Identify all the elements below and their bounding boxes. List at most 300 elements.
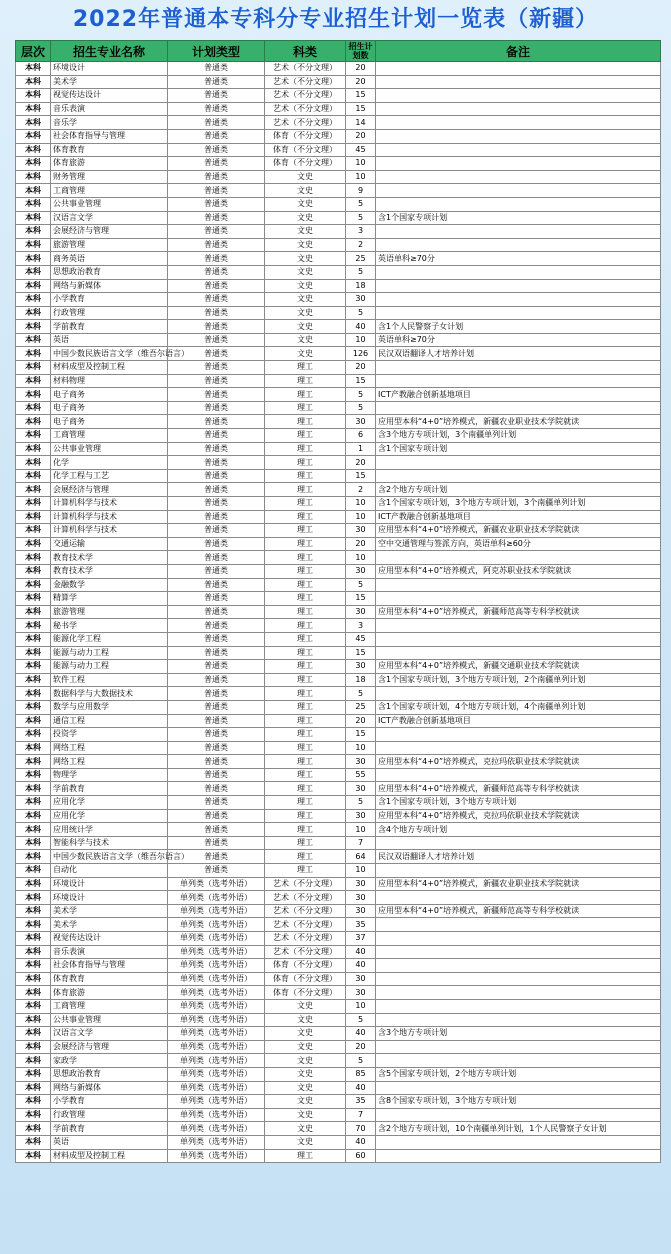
- remarks-cell: 含1个国家专项计划: [376, 442, 661, 456]
- major-cell: 交通运输: [51, 537, 168, 551]
- level-cell: 本科: [16, 388, 51, 402]
- table-row: [16, 959, 661, 973]
- remarks-cell: [376, 1054, 661, 1068]
- table-row: [16, 891, 661, 905]
- plan-type-cell: 普通类: [168, 768, 265, 782]
- subject-cell: 艺术（不分文理）: [265, 904, 346, 918]
- major-cell: 公共事业管理: [51, 197, 168, 211]
- level-cell: 本科: [16, 170, 51, 184]
- plan-type-cell: 普通类: [168, 687, 265, 701]
- subject-cell: 文史: [265, 1027, 346, 1041]
- major-cell: 计算机科学与技术: [51, 510, 168, 524]
- plan-count-cell: 20: [346, 537, 376, 551]
- subject-cell: 体育（不分文理）: [265, 986, 346, 1000]
- remarks-cell: [376, 456, 661, 470]
- header-plan-type: 计划类型: [168, 41, 265, 62]
- plan-count-cell: 5: [346, 578, 376, 592]
- subject-cell: 艺术（不分文理）: [265, 102, 346, 116]
- major-cell: 学前教育: [51, 320, 168, 334]
- level-cell: 本科: [16, 510, 51, 524]
- remarks-cell: 英语单科≥70分: [376, 252, 661, 266]
- plan-type-cell: 普通类: [168, 564, 265, 578]
- table-row: [16, 741, 661, 755]
- table-body: [16, 62, 661, 1163]
- plan-type-cell: 普通类: [168, 211, 265, 225]
- plan-type-cell: 普通类: [168, 619, 265, 633]
- remarks-cell: [376, 646, 661, 660]
- plan-type-cell: 普通类: [168, 225, 265, 239]
- plan-type-cell: 普通类: [168, 429, 265, 443]
- plan-type-cell: 普通类: [168, 265, 265, 279]
- major-cell: 美术学: [51, 904, 168, 918]
- subject-cell: 艺术（不分文理）: [265, 116, 346, 130]
- plan-type-cell: 单列类（选考外语）: [168, 877, 265, 891]
- table-row: [16, 632, 661, 646]
- level-cell: 本科: [16, 1149, 51, 1163]
- table-row: [16, 497, 661, 511]
- subject-cell: 理工: [265, 361, 346, 375]
- major-cell: 公共事业管理: [51, 442, 168, 456]
- level-cell: 本科: [16, 211, 51, 225]
- plan-type-cell: 普通类: [168, 442, 265, 456]
- remarks-cell: [376, 1013, 661, 1027]
- plan-count-cell: 10: [346, 157, 376, 171]
- level-cell: 本科: [16, 129, 51, 143]
- level-cell: 本科: [16, 361, 51, 375]
- plan-type-cell: 普通类: [168, 592, 265, 606]
- remarks-cell: 应用型本科“4+0”培养模式，新疆农业职业技术学院就读: [376, 415, 661, 429]
- subject-cell: 理工: [265, 700, 346, 714]
- table-row: [16, 999, 661, 1013]
- remarks-cell: [376, 1149, 661, 1163]
- plan-count-cell: 40: [346, 1081, 376, 1095]
- plan-count-cell: 20: [346, 456, 376, 470]
- plan-type-cell: 普通类: [168, 456, 265, 470]
- major-cell: 会展经济与管理: [51, 1040, 168, 1054]
- remarks-cell: [376, 306, 661, 320]
- subject-cell: 理工: [265, 850, 346, 864]
- level-cell: 本科: [16, 959, 51, 973]
- subject-cell: 文史: [265, 252, 346, 266]
- level-cell: 本科: [16, 809, 51, 823]
- major-cell: 会展经济与管理: [51, 483, 168, 497]
- plan-count-cell: 30: [346, 293, 376, 307]
- table-row: [16, 333, 661, 347]
- table-row: [16, 102, 661, 116]
- table-row: [16, 320, 661, 334]
- table-row: [16, 211, 661, 225]
- plan-type-cell: 普通类: [168, 836, 265, 850]
- subject-cell: 体育（不分文理）: [265, 959, 346, 973]
- plan-type-cell: 普通类: [168, 75, 265, 89]
- plan-type-cell: 普通类: [168, 197, 265, 211]
- table-row: [16, 483, 661, 497]
- level-cell: 本科: [16, 537, 51, 551]
- level-cell: 本科: [16, 1122, 51, 1136]
- major-cell: 会展经济与管理: [51, 225, 168, 239]
- major-cell: 教育技术学: [51, 564, 168, 578]
- major-cell: 公共事业管理: [51, 1013, 168, 1027]
- plan-count-cell: 30: [346, 904, 376, 918]
- subject-cell: 文史: [265, 225, 346, 239]
- remarks-cell: [376, 578, 661, 592]
- major-cell: 小学教育: [51, 1095, 168, 1109]
- plan-count-cell: 20: [346, 129, 376, 143]
- level-cell: 本科: [16, 632, 51, 646]
- plan-count-cell: 7: [346, 1108, 376, 1122]
- table-row: [16, 1054, 661, 1068]
- table-row: [16, 293, 661, 307]
- plan-type-cell: 单列类（选考外语）: [168, 1081, 265, 1095]
- subject-cell: 文史: [265, 197, 346, 211]
- remarks-cell: 应用型本科“4+0”培养模式，新疆师范高等专科学校就读: [376, 782, 661, 796]
- remarks-cell: [376, 170, 661, 184]
- table-row: [16, 564, 661, 578]
- plan-type-cell: 普通类: [168, 238, 265, 252]
- table-row: [16, 1027, 661, 1041]
- level-cell: 本科: [16, 999, 51, 1013]
- major-cell: 自动化: [51, 864, 168, 878]
- major-cell: 电子商务: [51, 415, 168, 429]
- plan-type-cell: 普通类: [168, 646, 265, 660]
- table-row: [16, 1040, 661, 1054]
- plan-type-cell: 单列类（选考外语）: [168, 891, 265, 905]
- subject-cell: 理工: [265, 864, 346, 878]
- subject-cell: 艺术（不分文理）: [265, 89, 346, 103]
- plan-type-cell: 普通类: [168, 864, 265, 878]
- level-cell: 本科: [16, 619, 51, 633]
- major-cell: 计算机科学与技术: [51, 524, 168, 538]
- major-cell: 数据科学与大数据技术: [51, 687, 168, 701]
- table-row: [16, 129, 661, 143]
- plan-count-cell: 5: [346, 1054, 376, 1068]
- table-row: [16, 592, 661, 606]
- remarks-cell: [376, 836, 661, 850]
- remarks-cell: ICT产教融合创新基地项目: [376, 510, 661, 524]
- subject-cell: 艺术（不分文理）: [265, 75, 346, 89]
- level-cell: 本科: [16, 578, 51, 592]
- table-row: [16, 442, 661, 456]
- level-cell: 本科: [16, 401, 51, 415]
- subject-cell: 文史: [265, 320, 346, 334]
- plan-count-cell: 35: [346, 1095, 376, 1109]
- table-row: [16, 361, 661, 375]
- remarks-cell: [376, 1081, 661, 1095]
- major-cell: 体育旅游: [51, 157, 168, 171]
- remarks-cell: [376, 891, 661, 905]
- plan-type-cell: 普通类: [168, 143, 265, 157]
- table-row: [16, 700, 661, 714]
- plan-count-cell: 40: [346, 320, 376, 334]
- plan-type-cell: 普通类: [168, 157, 265, 171]
- level-cell: 本科: [16, 1081, 51, 1095]
- plan-count-cell: 15: [346, 592, 376, 606]
- subject-cell: 文史: [265, 1095, 346, 1109]
- plan-type-cell: 普通类: [168, 89, 265, 103]
- subject-cell: 文史: [265, 347, 346, 361]
- subject-cell: 文史: [265, 1081, 346, 1095]
- remarks-cell: [376, 116, 661, 130]
- plan-count-cell: 30: [346, 972, 376, 986]
- plan-count-cell: 30: [346, 524, 376, 538]
- plan-type-cell: 单列类（选考外语）: [168, 1122, 265, 1136]
- plan-type-cell: 普通类: [168, 497, 265, 511]
- subject-cell: 理工: [265, 687, 346, 701]
- level-cell: 本科: [16, 932, 51, 946]
- major-cell: 中国少数民族语言文学（维吾尔语言）: [51, 850, 168, 864]
- plan-type-cell: 普通类: [168, 252, 265, 266]
- remarks-cell: [376, 102, 661, 116]
- table-row: [16, 646, 661, 660]
- remarks-cell: 应用型本科“4+0”培养模式，克拉玛依职业技术学院就读: [376, 809, 661, 823]
- remarks-cell: [376, 551, 661, 565]
- plan-count-cell: 9: [346, 184, 376, 198]
- remarks-cell: [376, 632, 661, 646]
- table-row: [16, 796, 661, 810]
- subject-cell: 理工: [265, 755, 346, 769]
- plan-type-cell: 单列类（选考外语）: [168, 1095, 265, 1109]
- major-cell: 学前教育: [51, 1122, 168, 1136]
- major-cell: 体育旅游: [51, 986, 168, 1000]
- remarks-cell: [376, 592, 661, 606]
- subject-cell: 艺术（不分文理）: [265, 891, 346, 905]
- plan-count-cell: 40: [346, 945, 376, 959]
- plan-count-cell: 37: [346, 932, 376, 946]
- plan-type-cell: 普通类: [168, 850, 265, 864]
- remarks-cell: ICT产教融合创新基地项目: [376, 714, 661, 728]
- level-cell: 本科: [16, 197, 51, 211]
- remarks-cell: 含2个地方专项计划，10个南疆单列计划，1个人民警察子女计划: [376, 1122, 661, 1136]
- plan-count-cell: 25: [346, 700, 376, 714]
- subject-cell: 理工: [265, 469, 346, 483]
- level-cell: 本科: [16, 116, 51, 130]
- level-cell: 本科: [16, 700, 51, 714]
- level-cell: 本科: [16, 469, 51, 483]
- plan-type-cell: 单列类（选考外语）: [168, 1149, 265, 1163]
- major-cell: 学前教育: [51, 782, 168, 796]
- plan-count-cell: 6: [346, 429, 376, 443]
- level-cell: 本科: [16, 252, 51, 266]
- subject-cell: 理工: [265, 401, 346, 415]
- plan-type-cell: 普通类: [168, 796, 265, 810]
- plan-type-cell: 普通类: [168, 755, 265, 769]
- plan-type-cell: 普通类: [168, 102, 265, 116]
- level-cell: 本科: [16, 184, 51, 198]
- subject-cell: 文史: [265, 1122, 346, 1136]
- plan-count-cell: 5: [346, 687, 376, 701]
- plan-type-cell: 普通类: [168, 537, 265, 551]
- table-row: [16, 1095, 661, 1109]
- remarks-cell: 含4个地方专项计划: [376, 823, 661, 837]
- major-cell: 商务英语: [51, 252, 168, 266]
- major-cell: 体育教育: [51, 143, 168, 157]
- table-row: [16, 904, 661, 918]
- plan-count-cell: 5: [346, 306, 376, 320]
- remarks-cell: 应用型本科“4+0”培养模式，阿克苏职业技术学院就读: [376, 564, 661, 578]
- remarks-cell: 英语单科≥70分: [376, 333, 661, 347]
- remarks-cell: 应用型本科“4+0”培养模式，克拉玛依职业技术学院就读: [376, 755, 661, 769]
- plan-type-cell: 普通类: [168, 469, 265, 483]
- plan-type-cell: 普通类: [168, 279, 265, 293]
- plan-type-cell: 普通类: [168, 333, 265, 347]
- plan-count-cell: 30: [346, 755, 376, 769]
- subject-cell: 理工: [265, 809, 346, 823]
- plan-type-cell: 单列类（选考外语）: [168, 918, 265, 932]
- table-row: [16, 578, 661, 592]
- subject-cell: 理工: [265, 415, 346, 429]
- table-row: [16, 619, 661, 633]
- plan-count-cell: 35: [346, 918, 376, 932]
- major-cell: 财务管理: [51, 170, 168, 184]
- remarks-cell: [376, 1040, 661, 1054]
- level-cell: 本科: [16, 429, 51, 443]
- major-cell: 能源化学工程: [51, 632, 168, 646]
- plan-type-cell: 普通类: [168, 741, 265, 755]
- plan-count-cell: 15: [346, 646, 376, 660]
- subject-cell: 理工: [265, 429, 346, 443]
- level-cell: 本科: [16, 673, 51, 687]
- plan-count-cell: 40: [346, 1135, 376, 1149]
- major-cell: 工商管理: [51, 184, 168, 198]
- subject-cell: 文史: [265, 184, 346, 198]
- plan-type-cell: 单列类（选考外语）: [168, 904, 265, 918]
- subject-cell: 体育（不分文理）: [265, 129, 346, 143]
- plan-count-cell: 3: [346, 619, 376, 633]
- table-row: [16, 551, 661, 565]
- subject-cell: 理工: [265, 660, 346, 674]
- table-row: [16, 687, 661, 701]
- plan-count-cell: 30: [346, 605, 376, 619]
- level-cell: 本科: [16, 904, 51, 918]
- major-cell: 旅游管理: [51, 238, 168, 252]
- plan-count-cell: 40: [346, 959, 376, 973]
- remarks-cell: [376, 89, 661, 103]
- subject-cell: 理工: [265, 782, 346, 796]
- plan-type-cell: 单列类（选考外语）: [168, 1135, 265, 1149]
- level-cell: 本科: [16, 605, 51, 619]
- subject-cell: 文史: [265, 1054, 346, 1068]
- remarks-cell: 应用型本科“4+0”培养模式，新疆师范高等专科学校就读: [376, 904, 661, 918]
- plan-count-cell: 30: [346, 891, 376, 905]
- plan-type-cell: 普通类: [168, 782, 265, 796]
- plan-count-cell: 30: [346, 415, 376, 429]
- major-cell: 投资学: [51, 728, 168, 742]
- remarks-cell: [376, 619, 661, 633]
- table-row: [16, 429, 661, 443]
- header-subject: 科类: [265, 41, 346, 62]
- major-cell: 英语: [51, 333, 168, 347]
- subject-cell: 理工: [265, 537, 346, 551]
- remarks-cell: 含3个地方专项计划: [376, 1027, 661, 1041]
- plan-count-cell: 30: [346, 877, 376, 891]
- plan-type-cell: 普通类: [168, 388, 265, 402]
- remarks-cell: [376, 279, 661, 293]
- subject-cell: 文史: [265, 279, 346, 293]
- remarks-cell: [376, 741, 661, 755]
- subject-cell: 理工: [265, 497, 346, 511]
- plan-type-cell: 普通类: [168, 347, 265, 361]
- major-cell: 软件工程: [51, 673, 168, 687]
- table-row: [16, 265, 661, 279]
- plan-type-cell: 普通类: [168, 306, 265, 320]
- table-row: [16, 864, 661, 878]
- major-cell: 工商管理: [51, 429, 168, 443]
- plan-count-cell: 15: [346, 374, 376, 388]
- major-cell: 英语: [51, 1135, 168, 1149]
- subject-cell: 艺术（不分文理）: [265, 932, 346, 946]
- table-row: [16, 374, 661, 388]
- plan-type-cell: 普通类: [168, 129, 265, 143]
- table-row: [16, 197, 661, 211]
- remarks-cell: 含1个国家专项计划，4个地方专项计划，4个南疆单列计划: [376, 700, 661, 714]
- plan-type-cell: 普通类: [168, 632, 265, 646]
- plan-type-cell: 单列类（选考外语）: [168, 1054, 265, 1068]
- level-cell: 本科: [16, 945, 51, 959]
- plan-count-cell: 10: [346, 823, 376, 837]
- plan-type-cell: 普通类: [168, 374, 265, 388]
- level-cell: 本科: [16, 143, 51, 157]
- subject-cell: 理工: [265, 741, 346, 755]
- remarks-cell: [376, 986, 661, 1000]
- level-cell: 本科: [16, 1054, 51, 1068]
- major-cell: 能源与动力工程: [51, 646, 168, 660]
- remarks-cell: [376, 959, 661, 973]
- major-cell: 应用统计学: [51, 823, 168, 837]
- plan-type-cell: 普通类: [168, 524, 265, 538]
- subject-cell: 理工: [265, 619, 346, 633]
- plan-type-cell: 单列类（选考外语）: [168, 999, 265, 1013]
- remarks-cell: [376, 129, 661, 143]
- level-cell: 本科: [16, 89, 51, 103]
- header-plan-count: 招生计划数: [346, 41, 376, 62]
- major-cell: 应用化学: [51, 796, 168, 810]
- level-cell: 本科: [16, 279, 51, 293]
- level-cell: 本科: [16, 347, 51, 361]
- subject-cell: 理工: [265, 578, 346, 592]
- remarks-cell: 含1个国家专项计划，3个地方专项计划，2个南疆单列计划: [376, 673, 661, 687]
- plan-count-cell: 60: [346, 1149, 376, 1163]
- plan-count-cell: 64: [346, 850, 376, 864]
- table-row: [16, 469, 661, 483]
- remarks-cell: [376, 768, 661, 782]
- remarks-cell: [376, 157, 661, 171]
- plan-type-cell: 普通类: [168, 62, 265, 76]
- table-row: [16, 877, 661, 891]
- plan-type-cell: 普通类: [168, 728, 265, 742]
- level-cell: 本科: [16, 1067, 51, 1081]
- subject-cell: 艺术（不分文理）: [265, 877, 346, 891]
- table-row: [16, 238, 661, 252]
- major-cell: 化学工程与工艺: [51, 469, 168, 483]
- remarks-cell: 含5个国家专项计划，2个地方专项计划: [376, 1067, 661, 1081]
- major-cell: 家政学: [51, 1054, 168, 1068]
- table-row: [16, 1149, 661, 1163]
- table-row: [16, 252, 661, 266]
- plan-type-cell: 普通类: [168, 415, 265, 429]
- table-row: [16, 388, 661, 402]
- major-cell: 金融数学: [51, 578, 168, 592]
- remarks-cell: ICT产教融合创新基地项目: [376, 388, 661, 402]
- subject-cell: 文史: [265, 170, 346, 184]
- major-cell: 行政管理: [51, 1108, 168, 1122]
- subject-cell: 文史: [265, 1135, 346, 1149]
- level-cell: 本科: [16, 592, 51, 606]
- plan-count-cell: 10: [346, 497, 376, 511]
- plan-type-cell: 普通类: [168, 605, 265, 619]
- plan-count-cell: 7: [346, 836, 376, 850]
- subject-cell: 理工: [265, 551, 346, 565]
- table-row: [16, 143, 661, 157]
